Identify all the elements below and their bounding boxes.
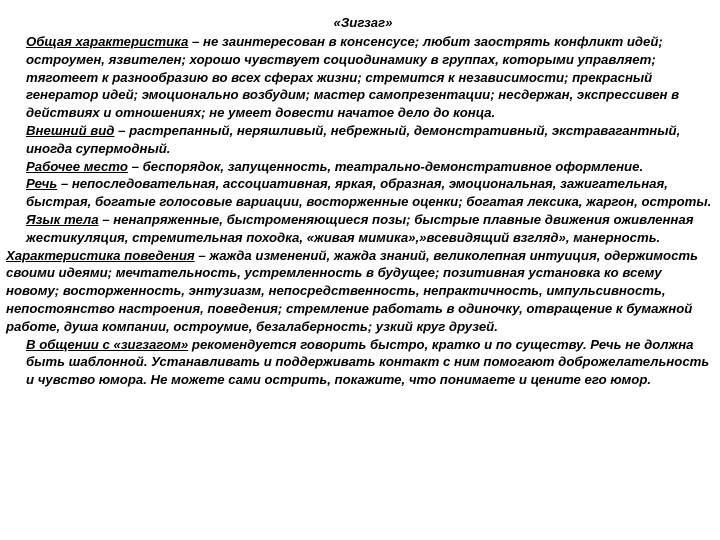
term-general: Общая характеристика xyxy=(26,34,189,49)
paragraph-behavior xyxy=(6,247,714,336)
document-title: «Зигзаг» xyxy=(333,15,393,30)
text-behavior: – жажда изменений, жажда знаний, великолепная интуиция, одержимость своими идеями; мечтательность, устремленность в будущее; позитивная установка ко всему новому; восторженность, энтузиазм, непосредственность, непрактичность, импульсивность, непостоянство настроения, поведения; стремление работать в одиночку, отвращение к бумажной работе, душа компании, остроумие, безалаберность; узкий круг друзей. xyxy=(6,247,698,334)
term-workplace: Рабочее место xyxy=(26,158,128,174)
paragraph-communication xyxy=(6,336,714,389)
text-general: – не заинтересован в консенсусе; любит заострять конфликт идей; остроумен, язвителен; хорошо чувствует социодинамику в группах, которыми управляет; тяготеет к разнообразию во всех сферах жизни; стремится к независимости; прекрасный генератор идей; эмоционально возбудим; мастер самопрезентации; несдержан, экспрессивен в действиях и отношениях; не умеет довести начатое дело до конца. xyxy=(26,34,680,121)
text-speech: – непоследовательная, ассоциативная, яркая, образная, эмоциональная, зажигательная, быстрая, богатые голосовые вариации, восторженные оценки; богатая лексика, жаргон, остроты. xyxy=(26,176,712,210)
text-body-language: – ненапряженные, быстроменяющиеся позы; быстрые плавные движения оживленная жестикуляция, стремительная походка, «живая мимика»,»всевидящий взгляд», манерность. xyxy=(26,211,694,245)
document-body xyxy=(6,33,714,389)
term-speech: Речь xyxy=(26,176,58,192)
term-appearance: Внешний вид xyxy=(26,122,115,138)
paragraph-appearance xyxy=(6,122,714,158)
term-communication: В общении с «зигзагом» xyxy=(26,336,189,352)
paragraph-general xyxy=(6,33,714,122)
term-body-language: Язык тела xyxy=(26,211,99,227)
text-communication: рекомендуется говорить быстро, кратко и по существу. Речь не должна быть шаблонной. Устанавливать и поддерживать контакт с ним помогают доброжелательность и чувство юмора. Не можете сами острить, покажите, что понимаете и цените его юмор. xyxy=(26,336,710,388)
term-behavior: Характеристика поведения xyxy=(6,247,195,263)
text-workplace: – беспорядок, запущенность, театрально-демонстративное оформление. xyxy=(127,158,644,174)
document-page xyxy=(6,14,714,389)
paragraph-workplace xyxy=(6,158,714,176)
text-appearance: – растрепанный, неряшливый, небрежный, демонстративный, экстравагантный, иногда супермодный. xyxy=(26,122,681,156)
paragraph-body-language xyxy=(6,211,714,247)
paragraph-speech xyxy=(6,175,714,211)
